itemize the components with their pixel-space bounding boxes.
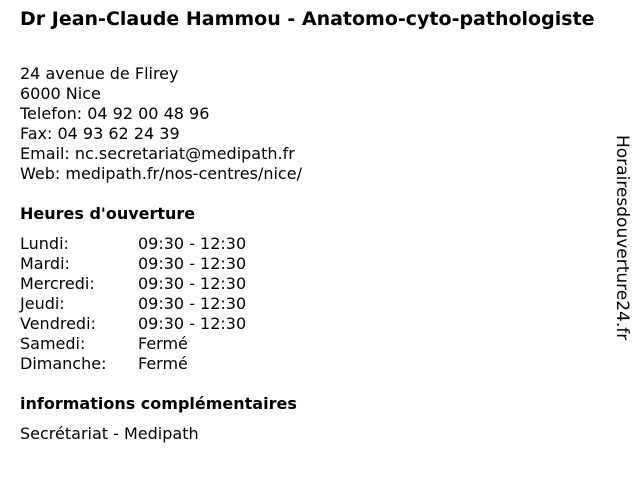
day-hours: Fermé — [138, 354, 188, 373]
day-hours: 09:30 - 12:30 — [138, 294, 247, 313]
hours-row-friday — [20, 314, 246, 334]
fax-number: Fax: 04 93 62 24 39 — [20, 124, 180, 143]
phone-number: Telefon: 04 92 00 48 96 — [20, 104, 210, 123]
day-label: Vendredi: — [20, 314, 96, 333]
opening-hours-heading: Heures d'ouverture — [20, 204, 196, 223]
site-brand-watermark: Horairesdouverture24.fr — [612, 135, 632, 341]
street-address: 24 avenue de Flirey — [20, 64, 179, 83]
website-address: Web: medipath.fr/nos-centres/nice/ — [20, 164, 302, 183]
day-label: Samedi: — [20, 334, 86, 353]
day-hours: Fermé — [138, 334, 188, 353]
page-title: Dr Jean-Claude Hammou - Anatomo-cyto-pathologiste — [20, 8, 595, 30]
day-hours: 09:30 - 12:30 — [138, 234, 247, 253]
address-block — [20, 64, 302, 184]
additional-info-text: Secrétariat - Medipath — [20, 424, 199, 443]
hours-row-tuesday — [20, 254, 246, 274]
opening-hours-table — [20, 234, 246, 374]
day-hours: 09:30 - 12:30 — [138, 254, 247, 273]
hours-row-thursday — [20, 294, 246, 314]
day-label: Mardi: — [20, 254, 70, 273]
email-address: Email: nc.secretariat@medipath.fr — [20, 144, 295, 163]
day-hours: 09:30 - 12:30 — [138, 314, 247, 333]
additional-info-heading: informations complémentaires — [20, 394, 297, 413]
hours-row-saturday — [20, 334, 246, 354]
day-label: Dimanche: — [20, 354, 107, 373]
day-hours: 09:30 - 12:30 — [138, 274, 247, 293]
hours-row-monday — [20, 234, 246, 254]
day-label: Mercredi: — [20, 274, 95, 293]
day-label: Jeudi: — [20, 294, 65, 313]
hours-row-sunday — [20, 354, 246, 374]
hours-row-wednesday — [20, 274, 246, 294]
day-label: Lundi: — [20, 234, 69, 253]
postal-city: 6000 Nice — [20, 84, 101, 103]
